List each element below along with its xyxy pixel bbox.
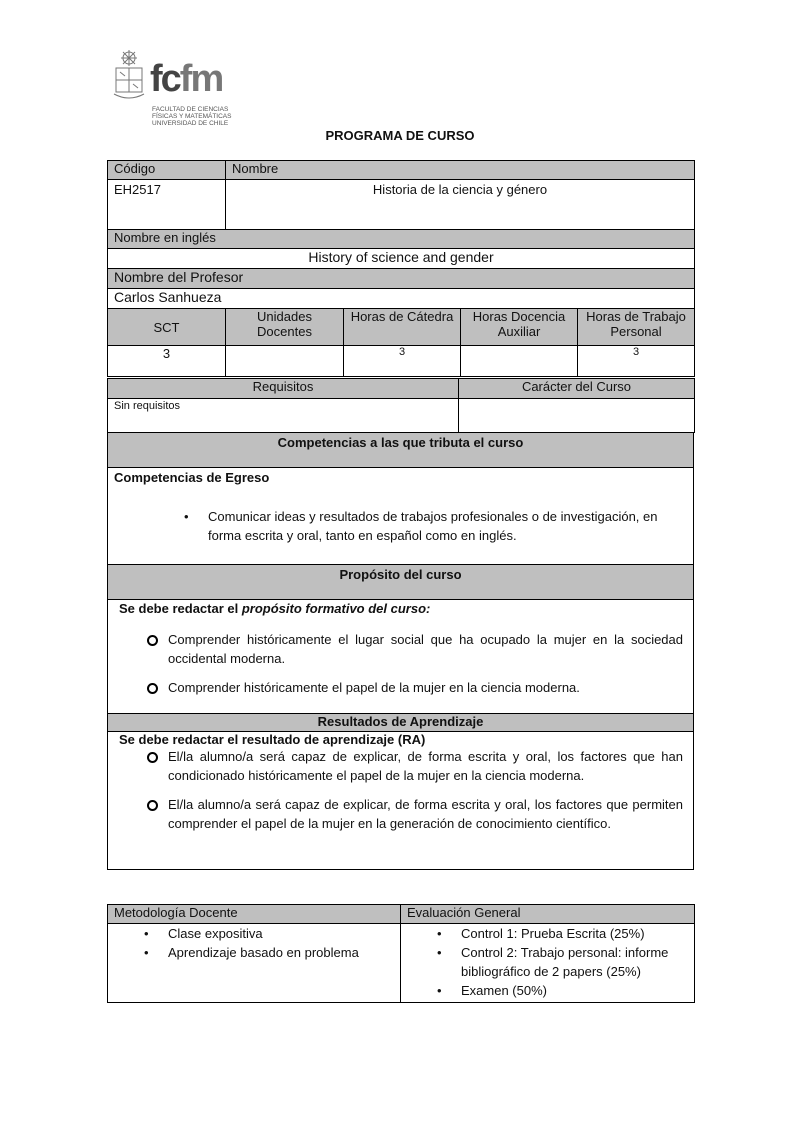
methodology-label: Metodología Docente [108,905,401,924]
logo-wordmark: fcfm [150,58,223,100]
hours-value-units [226,346,344,377]
list-item: Comprender históricamente el lugar social que ha ocupado la mujer en la sociedad occidental moderna. [114,630,687,668]
hours-header-lecture: Horas de Cátedra [344,309,461,346]
competencies-subheader: Competencias de Egreso [114,470,270,485]
logo-subtitle: FACULTAD DE CIENCIAS FÍSICAS Y MATEMÁTICAS UNIVERSIDAD DE CHILE [152,106,232,127]
competencies-list [114,507,687,545]
hours-value-sct: 3 [108,346,226,377]
list-item: • Control 1: Prueba Escrita (25%) [407,924,688,943]
university-crest-icon [112,48,146,104]
professor-name: Carlos Sanhueza [108,289,695,309]
purpose-body [108,600,694,714]
hours-value-auxiliary [461,346,578,377]
name-label: Nombre [226,161,695,180]
course-character-label: Carácter del Curso [459,379,695,399]
competencies-table [107,432,694,870]
competencies-header: Competencias a las que tributa el curso [108,433,694,468]
hours-header-personal: Horas de Trabajo Personal [578,309,695,346]
list-item: • Control 2: Trabajo personal: informe bibliográfico de 2 papers (25%) [407,943,688,981]
hours-header-sct: SCT [108,309,226,346]
methodology-list [114,924,394,962]
page-title: PROGRAMA DE CURSO [325,128,475,143]
purpose-intro: Se debe redactar el propósito formativo del curso: [119,601,431,616]
evaluation-body [401,924,695,1003]
hours-value-personal: 3 [578,346,695,377]
course-name: Historia de la ciencia y género [226,180,695,230]
list-item: Comprender históricamente el papel de la mujer en la ciencia moderna. [114,678,687,697]
outcomes-intro: Se debe redactar el resultado de aprendizaje (RA) [119,732,426,747]
english-name-label: Nombre en inglés [108,230,695,249]
course-code: EH2517 [108,180,226,230]
outcomes-body [108,732,694,870]
english-name: History of science and gender [108,249,695,269]
requirements-label: Requisitos [108,379,459,399]
list-item: • Comunicar ideas y resultados de trabajos profesionales o de investigación, en forma escrita y oral, tanto en español como en inglés. [114,507,687,545]
hours-header-units: Unidades Docentes [226,309,344,346]
requirements-table [107,378,695,433]
course-character-value [459,399,695,433]
hours-value-lecture: 3 [344,346,461,377]
methodology-table [107,904,695,1003]
list-item: • Clase expositiva [114,924,394,943]
purpose-header: Propósito del curso [108,565,694,600]
requirements-value: Sin requisitos [108,399,459,433]
professor-label: Nombre del Profesor [108,269,695,289]
hours-header-auxiliary: Horas Docencia Auxiliar [461,309,578,346]
faculty-logo [112,44,242,134]
list-item: El/la alumno/a será capaz de explicar, de forma escrita y oral, los factores que han condicionado históricamente el papel de la mujer en la ciencia moderna. [114,747,687,785]
competencies-body [108,468,694,565]
course-table [107,160,695,377]
code-label: Código [108,161,226,180]
list-item: El/la alumno/a será capaz de explicar, de forma escrita y oral, los factores que permiten comprender el papel de la mujer en la generación de conocimiento científico. [114,795,687,833]
purpose-list [114,630,687,697]
evaluation-label: Evaluación General [401,905,695,924]
methodology-body [108,924,401,1003]
outcomes-list [114,747,687,833]
evaluation-list [407,924,688,1000]
list-item: • Aprendizaje basado en problema [114,943,394,962]
list-item: • Examen (50%) [407,981,688,1000]
outcomes-header: Resultados de Aprendizaje [108,714,694,732]
